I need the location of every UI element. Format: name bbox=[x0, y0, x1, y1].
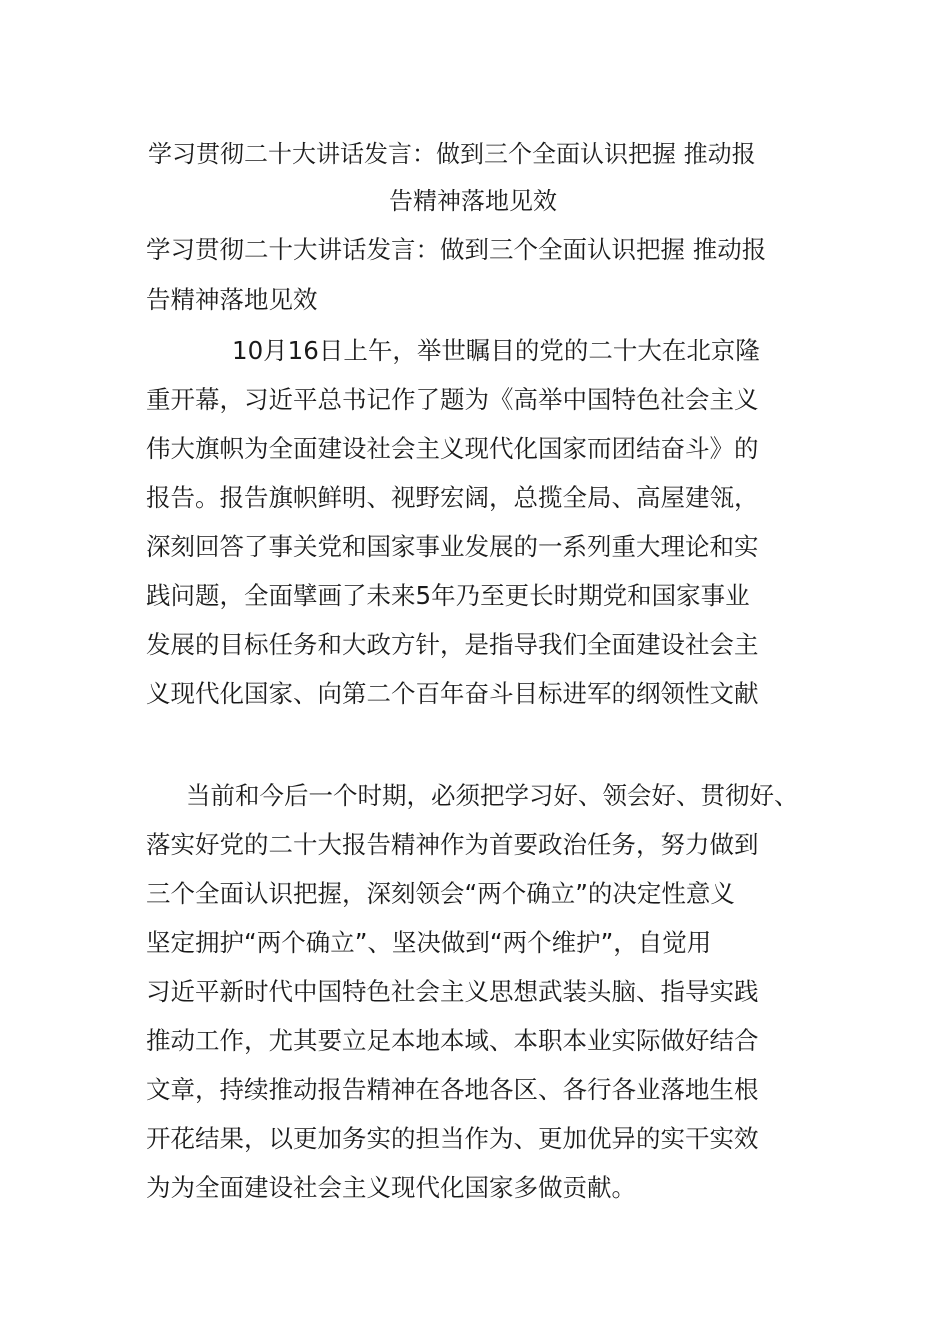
paragraph-line: 开花结果，以更加务实的担当作为、更加优异的实干实效 bbox=[146, 1124, 759, 1153]
paragraph-line: 报告。报告旗帜鲜明、视野宏阔，总揽全局、高屋建瓴， bbox=[146, 483, 759, 512]
paragraph-line: 文章，持续推动报告精神在各地各区、各行各业落地生根 bbox=[146, 1075, 759, 1104]
paragraph-line: 重开幕，习近平总书记作了题为《高举中国特色社会主义 bbox=[146, 385, 759, 414]
paragraph-line: 深刻回答了事关党和国家事业发展的一系列重大理论和实 bbox=[146, 532, 759, 561]
paragraph-line: 为为全面建设社会主义现代化国家多做贡献。 bbox=[146, 1173, 636, 1202]
paragraph-line: 义现代化国家、向第二个百年奋斗目标进军的纲领性文献 bbox=[146, 679, 759, 708]
document-subtitle-line-1: 学习贯彻二十大讲话发言：做到三个全面认识把握 推动报 bbox=[146, 235, 767, 264]
document-title-line-2: 告精神落地见效 bbox=[389, 187, 557, 215]
paragraph-line: 落实好党的二十大报告精神作为首要政治任务，努力做到 bbox=[146, 830, 759, 859]
paragraph-line: 坚定拥护“两个确立”、坚决做到“两个维护”，自觉用 bbox=[146, 928, 712, 957]
document-title-line-1: 学习贯彻二十大讲话发言：做到三个全面认识把握 推动报 bbox=[148, 140, 756, 168]
paragraph-line: 当前和今后一个时期，必须把学习好、领会好、贯彻好、 bbox=[186, 781, 799, 810]
paragraph-line: 践问题，全面擘画了未来5年乃至更长时期党和国家事业 bbox=[146, 581, 750, 610]
paragraph-line: 发展的目标任务和大政方针，是指导我们全面建设社会主 bbox=[146, 630, 759, 659]
paragraph-line: 习近平新时代中国特色社会主义思想武装头脑、指导实践 bbox=[146, 977, 759, 1006]
paragraph-line: 10月16日上午，举世瞩目的党的二十大在北京隆 bbox=[232, 336, 760, 365]
paragraph-line: 伟大旗帜为全面建设社会主义现代化国家而团结奋斗》的 bbox=[146, 434, 759, 463]
document-subtitle-line-2: 告精神落地见效 bbox=[146, 285, 318, 314]
paragraph-line: 三个全面认识把握，深刻领会“两个确立”的决定性意义 bbox=[146, 879, 735, 908]
paragraph-line: 推动工作，尤其要立足本地本域、本职本业实际做好结合 bbox=[146, 1026, 759, 1055]
